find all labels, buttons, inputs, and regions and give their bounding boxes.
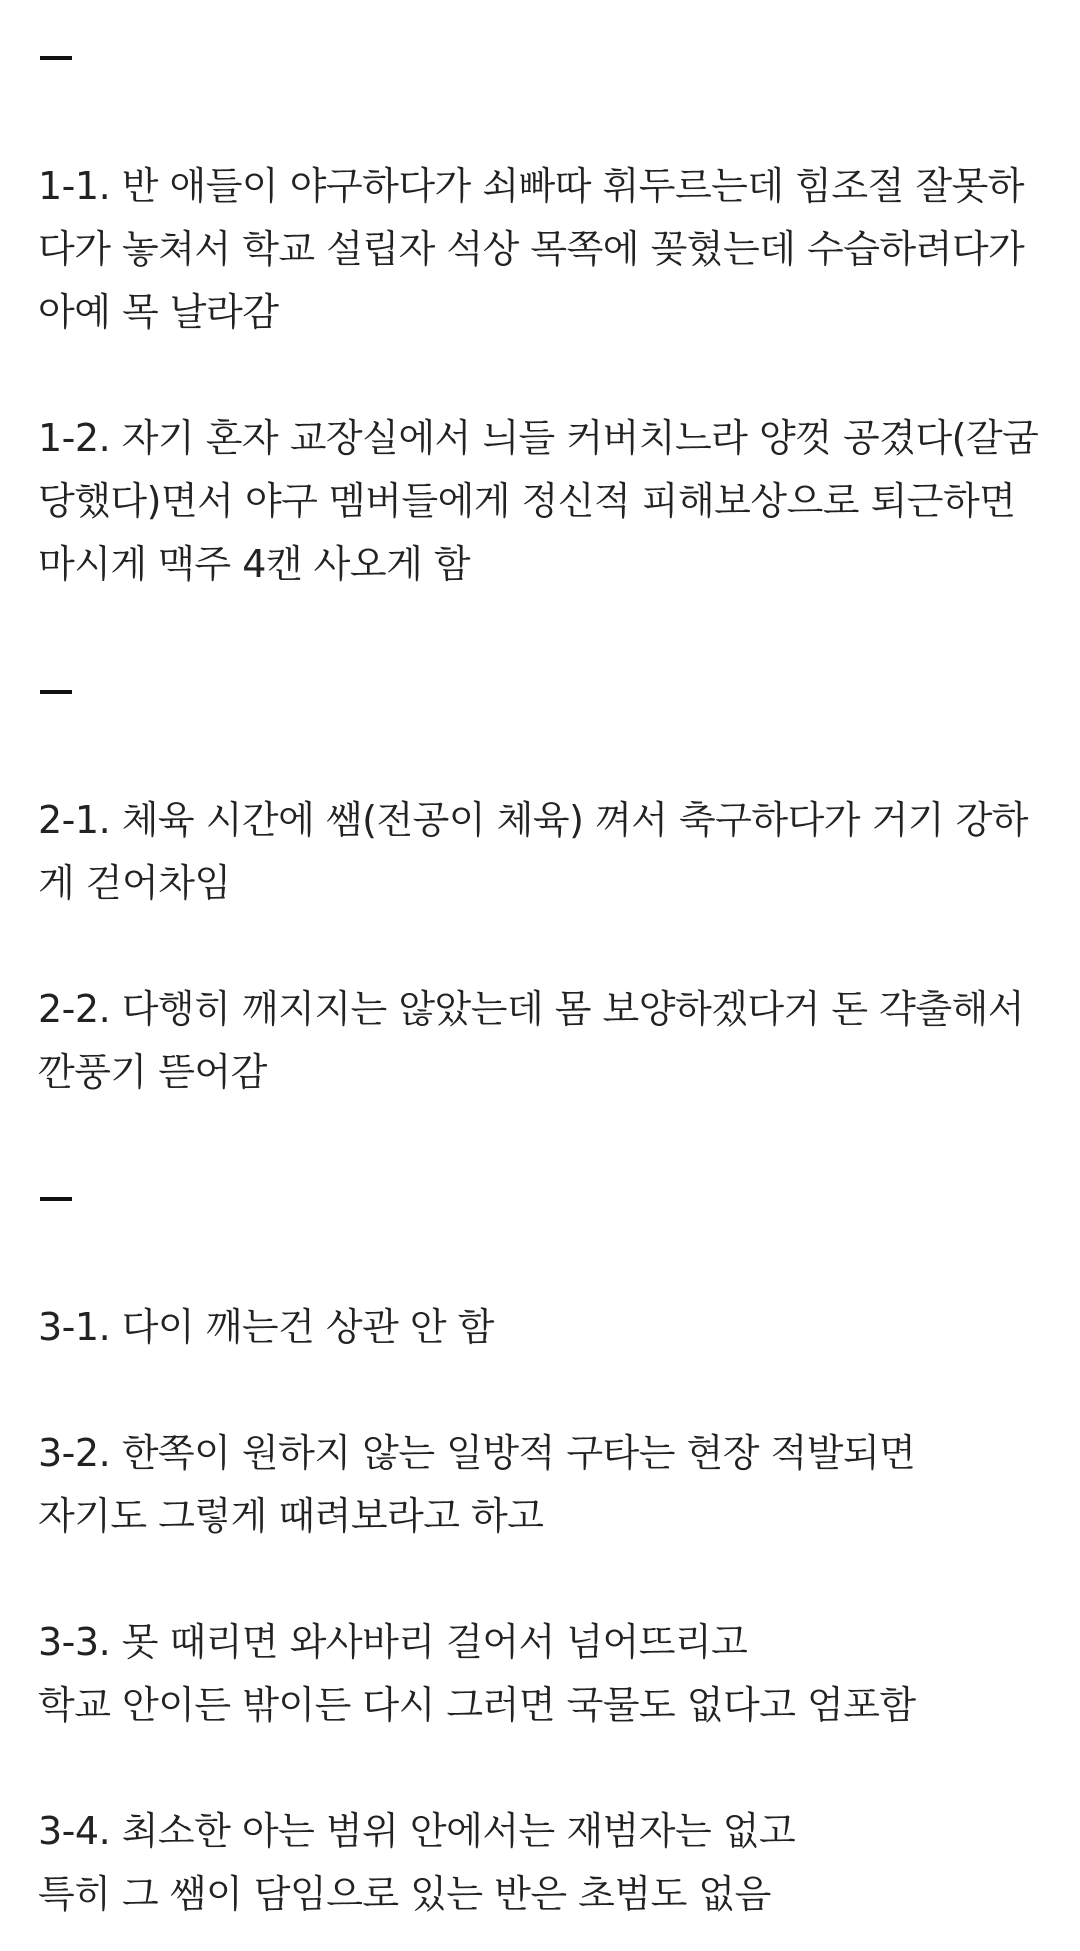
text-line: 당했다)면서 야구 멤버들에게 정신적 피해보상으로 퇴근하면 (38, 479, 1016, 523)
text-line: 3-3. 못 때리면 와사바리 걸어서 넘어뜨리고 (38, 1620, 748, 1664)
paragraph-3-1 (38, 1296, 1048, 1359)
text-line: 특히 그 쌤이 담임으로 있는 반은 초범도 없음 (38, 1872, 771, 1916)
text-line: 1-2. 자기 혼자 교장실에서 늬들 커버치느라 양껏 공겼다(갈굼 (38, 416, 1039, 460)
paragraph-1-1 (38, 155, 1048, 344)
text-line: 3-1. 다이 깨는건 상관 안 함 (38, 1305, 494, 1349)
paragraph-2-2 (38, 978, 1048, 1104)
text-line: 학교 안이든 밖이든 다시 그러면 국물도 없다고 엄포함 (38, 1683, 916, 1727)
paragraph-2-1 (38, 789, 1048, 915)
paragraph-3-3 (38, 1611, 1048, 1737)
text-line: 자기도 그렇게 때려보라고 하고 (38, 1494, 544, 1538)
paragraph-1-2 (38, 407, 1048, 596)
text-line: 깐풍기 뜯어감 (38, 1050, 267, 1094)
text-line: 게 걷어차임 (38, 861, 231, 905)
text-line: 3-4. 최소한 아는 범위 안에서는 재범자는 없고 (38, 1809, 796, 1853)
section-divider (40, 56, 72, 60)
paragraph-3-4 (38, 1800, 1048, 1926)
section-divider (40, 1197, 72, 1201)
section-divider (40, 690, 72, 694)
text-line: 2-2. 다행히 깨지지는 않았는데 몸 보양하겠다거 돈 갹출해서 (38, 987, 1024, 1031)
text-line: 2-1. 체육 시간에 쌤(전공이 체육) 껴서 축구하다가 거기 강하 (38, 798, 1029, 842)
text-line: 1-1. 반 애들이 야구하다가 쇠빠따 휘두르는데 힘조절 잘못하 (38, 164, 1024, 208)
text-line: 마시게 맥주 4캔 사오게 함 (38, 542, 471, 586)
text-line: 다가 놓쳐서 학교 설립자 석상 목쪽에 꽂혔는데 수습하려다가 (38, 227, 1025, 271)
text-line: 3-2. 한쪽이 원하지 않는 일방적 구타는 현장 적발되면 (38, 1431, 916, 1475)
paragraph-3-2 (38, 1422, 1048, 1548)
text-line: 아예 목 날라감 (38, 290, 279, 334)
